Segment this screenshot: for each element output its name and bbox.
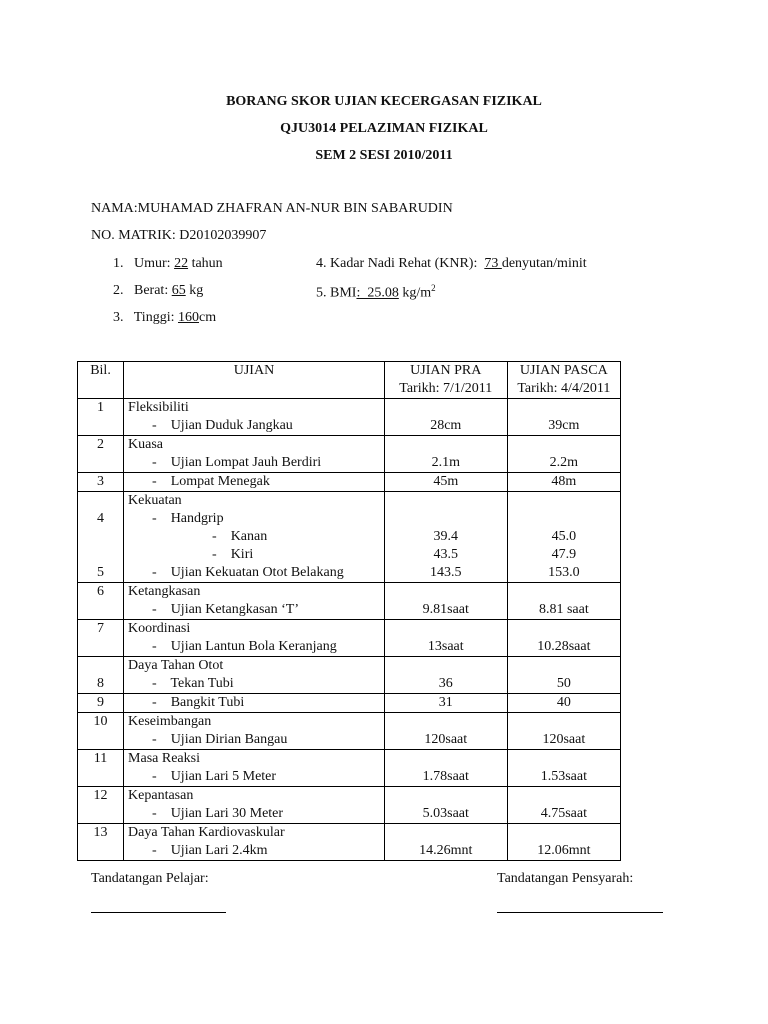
pra-cell: 28cm [384, 399, 507, 436]
table-row [78, 492, 621, 583]
student-name: NAMA:MUHAMAD ZHAFRAN AN-NUR BIN SABARUDIN [91, 201, 453, 216]
table-header-row [78, 362, 621, 399]
bil-cell: 10 [78, 713, 124, 750]
pasca-cell: 8.81 saat [507, 583, 620, 620]
age-value: 22 [174, 256, 189, 271]
weight-value: 65 [171, 283, 186, 298]
header-pra: UJIAN PRA Tarikh: 7/1/2011 [384, 362, 507, 399]
bil-cell: 3 [78, 473, 124, 492]
pasca-cell: 39cm [507, 399, 620, 436]
height-label: 3. Tinggi: [113, 310, 178, 325]
lecturer-signature-label: Tandatangan Pensyarah: [497, 871, 634, 886]
bil-cell: 6 [78, 583, 124, 620]
age-label: 1. Umur: [113, 256, 175, 271]
bmi-label: 5. BMI [316, 285, 357, 301]
bil-cell: 4 5 [78, 492, 124, 583]
ujian-cell: Daya Tahan Otot - Tekan Tubi [124, 657, 385, 694]
bmi-unit: kg/m [398, 285, 432, 301]
header-ujian: UJIAN [124, 362, 385, 399]
lecturer-signature-line [497, 912, 663, 913]
age-field [113, 256, 223, 272]
student-signature-label: Tandatangan Pelajar: [91, 871, 209, 886]
ujian-cell: Koordinasi - Ujian Lantun Bola Keranjang [124, 620, 385, 657]
knr-label: 4. Kadar Nadi Rehat (KNR): [316, 256, 485, 271]
height-value: 160 [177, 310, 199, 325]
pasca-cell: 40 [507, 694, 620, 713]
pasca-cell: 12.06mnt [507, 824, 620, 861]
score-table [77, 361, 621, 861]
bmi-value: : 25.08 [356, 285, 399, 301]
pra-cell: 39.4 43.5 143.5 [384, 492, 507, 583]
pasca-cell: 45.0 47.9 153.0 [507, 492, 620, 583]
table-row [78, 694, 621, 713]
bil-cell: 13 [78, 824, 124, 861]
pra-cell: 1.78saat [384, 750, 507, 787]
ujian-cell: Kepantasan - Ujian Lari 30 Meter [124, 787, 385, 824]
ujian-cell: - Bangkit Tubi [124, 694, 385, 713]
pra-cell: 5.03saat [384, 787, 507, 824]
table-row [78, 713, 621, 750]
pasca-cell: 48m [507, 473, 620, 492]
bil-cell: 9 [78, 694, 124, 713]
pra-cell: 2.1m [384, 436, 507, 473]
table-row [78, 436, 621, 473]
table-row [78, 473, 621, 492]
form-title: BORANG SKOR UJIAN KECERGASAN FIZIKAL [226, 94, 542, 109]
table-row [78, 824, 621, 861]
bmi-unit-superscript: 2 [431, 283, 436, 293]
pasca-cell: 10.28saat [507, 620, 620, 657]
student-signature-line [91, 912, 226, 913]
pasca-cell: 4.75saat [507, 787, 620, 824]
ujian-cell: - Lompat Menegak [124, 473, 385, 492]
pasca-cell: 120saat [507, 713, 620, 750]
bil-cell: 12 [78, 787, 124, 824]
pasca-cell: 50 [507, 657, 620, 694]
table-row [78, 787, 621, 824]
weight-label: 2. Berat: [113, 283, 172, 298]
height-field [113, 310, 216, 326]
pra-cell: 45m [384, 473, 507, 492]
age-unit: tahun [188, 256, 223, 271]
knr-value: 73 [484, 256, 502, 271]
table-row [78, 750, 621, 787]
pra-cell: 13saat [384, 620, 507, 657]
table-row [78, 657, 621, 694]
ujian-cell: Fleksibiliti - Ujian Duduk Jangkau [124, 399, 385, 436]
pra-cell: 36 [384, 657, 507, 694]
course-title: QJU3014 PELAZIMAN FIZIKAL [280, 121, 488, 136]
header-pasca: UJIAN PASCA Tarikh: 4/4/2011 [507, 362, 620, 399]
weight-unit: kg [185, 283, 204, 298]
bil-cell: 11 [78, 750, 124, 787]
ujian-cell: Keseimbangan - Ujian Dirian Bangau [124, 713, 385, 750]
resting-heart-rate-field [316, 256, 587, 272]
pra-cell: 31 [384, 694, 507, 713]
table-row [78, 583, 621, 620]
knr-unit: denyutan/minit [501, 256, 587, 271]
bil-cell: 8 [78, 657, 124, 694]
pasca-cell: 2.2m [507, 436, 620, 473]
header-bil: Bil. [78, 362, 124, 399]
pra-cell: 9.81saat [384, 583, 507, 620]
pasca-cell: 1.53saat [507, 750, 620, 787]
semester-title: SEM 2 SESI 2010/2011 [315, 148, 453, 163]
bil-cell: 7 [78, 620, 124, 657]
matric-number: NO. MATRIK: D20102039907 [91, 228, 267, 243]
bil-cell: 2 [78, 436, 124, 473]
ujian-cell: Daya Tahan Kardiovaskular - Ujian Lari 2.4km [124, 824, 385, 861]
ujian-cell: Ketangkasan - Ujian Ketangkasan ‘T’ [124, 583, 385, 620]
bmi-field [316, 283, 436, 302]
height-unit: cm [198, 310, 217, 325]
weight-field [113, 283, 203, 299]
pra-cell: 14.26mnt [384, 824, 507, 861]
table-row [78, 620, 621, 657]
bil-cell: 1 [78, 399, 124, 436]
ujian-cell: Kuasa - Ujian Lompat Jauh Berdiri [124, 436, 385, 473]
ujian-cell: Masa Reaksi - Ujian Lari 5 Meter [124, 750, 385, 787]
pra-cell: 120saat [384, 713, 507, 750]
ujian-cell: Kekuatan - Handgrip - Kanan - Kiri - Ujian Kekuatan Otot Belakang [124, 492, 385, 583]
table-row [78, 399, 621, 436]
